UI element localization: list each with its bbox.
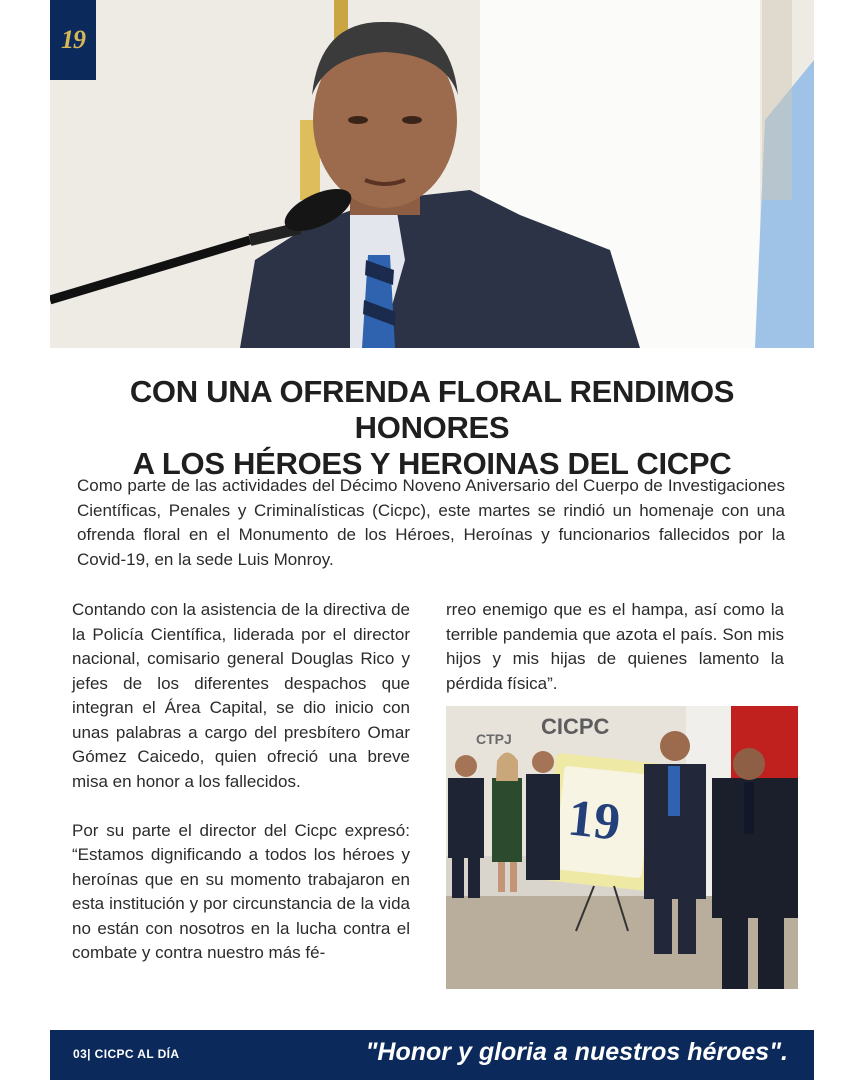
hero-photo [50,0,814,348]
headline-line-2: A LOS HÉROES Y HEROINAS DEL CICPC [132,446,732,481]
left-column [72,598,410,966]
headline-line-1: CON UNA OFRENDA FLORAL RENDIMOS HONORES [129,374,735,445]
right-paragraph: rreo enemigo que es el hampa, así como la terrible pandemia que azota el país. Son mis hijos y mis hijas de quienes lamento la pérdida física”. [446,600,784,693]
wall-sign-text: CICPC [541,714,610,739]
speaker-illustration [50,0,814,348]
cicpc-19-logo: 19 [50,0,96,80]
footer-page-label: 03| CICPC AL DÍA [73,1047,180,1061]
wall-sign-small-text: CTPJ [476,731,512,747]
wreath-number: 19 [565,789,623,852]
left-paragraph-1: Contando con la asistencia de la directiva de la Policía Científica, liderada por el director nacional, comisario general Douglas Rico y jefes de los diferentes despachos que integran el Área Capital, se dio inicio con unas palabras a cargo del presbítero Omar Gómez Caicedo, quien ofreció una breve misa en honor a los fallecidos. [72,600,410,791]
wreath-ceremony-illustration [446,706,798,989]
left-paragraph-2: Por su parte el director del Cicpc expresó: “Estamos dignificando a todos los héroes y heroínas que en su momento trabajaron en esta institución y por circunstancia de la vida no están con nosotros en la lucha contra el combate y contra nuestro más fé- [72,820,410,962]
footer-bar [50,1030,814,1080]
article-headline [50,374,814,482]
intro-paragraph: Como parte de las actividades del Décimo Noveno Aniversario del Cuerpo de Investigaciones Científicas, Penales y Criminalísticas (Cicpc), este martes se rindió un homenaje con una ofrenda floral en el Monumento de los Héroes, Heroínas y funcionarios fallecidos por la Covid-19, en la sede Luis Monroy. [77,476,785,569]
event-photo [446,706,798,989]
footer-slogan: "Honor y gloria a nuestros héroes". [365,1038,788,1066]
